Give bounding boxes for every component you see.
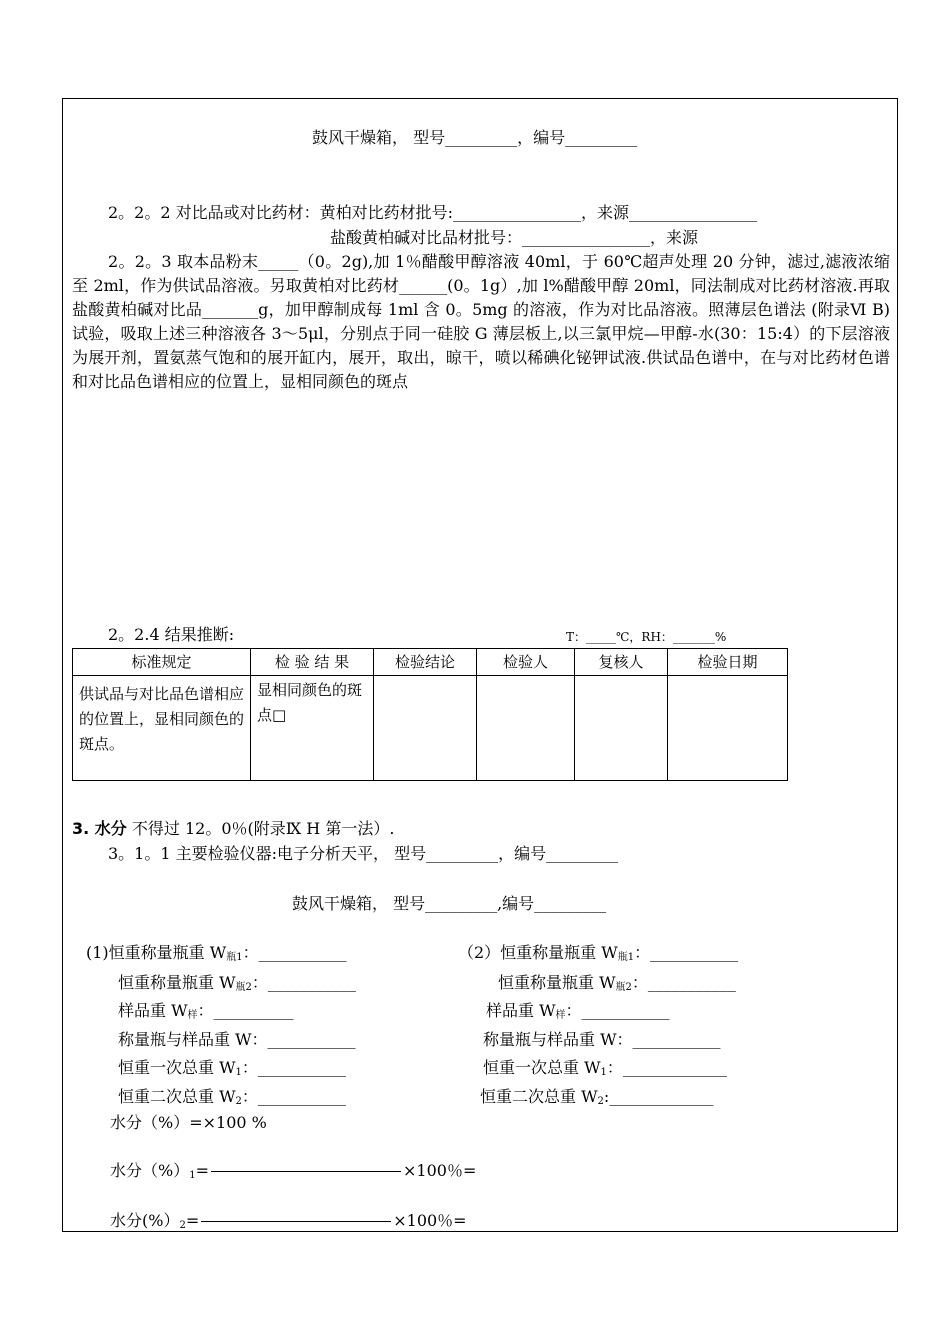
table-header-row — [73, 649, 788, 676]
header-standard: 标准规定 — [73, 649, 251, 676]
left-total-weight-2: 恒重二次总重 $W_2$：___________ — [118, 1087, 346, 1107]
table-row — [73, 676, 788, 781]
cell-reviewer[interactable] — [575, 676, 668, 781]
left-total-weight-1: 恒重一次总重 $W_1$：___________ — [118, 1058, 346, 1078]
right-total-weight-1: 恒重一次总重 $W_1$：_____________ — [483, 1058, 727, 1078]
cell-date[interactable] — [668, 676, 788, 781]
right-bottle-sample-weight: 称量瓶与样品重 W：___________ — [483, 1030, 721, 1049]
right-total-weight-2: 恒重二次总重 $W_2:\_\_\_\_\_\_\_\_\_\_\_\_\_$ — [480, 1087, 714, 1107]
cell-standard: 供试品与对比品色谱相应的位置上，显相同颜色的斑点。 — [73, 676, 251, 781]
header-reviewer: 复核人 — [575, 649, 668, 676]
dryer-line: 鼓风干燥箱， 型号_________，编号_________ — [312, 128, 638, 147]
header-result: 检 验 结 果 — [251, 649, 374, 676]
cell-inspector[interactable] — [477, 676, 575, 781]
section-3-desc: 不得过 12。0％(附录Ⅸ H 第一法）. — [126, 819, 395, 838]
header-inspector: 检验人 — [477, 649, 575, 676]
cell-conclusion[interactable] — [374, 676, 477, 781]
left-sample-weight: 样品重 $W_样$：__________ — [118, 1001, 294, 1021]
result-inference-label: 2。2.4 结果推断: — [108, 625, 235, 644]
fraction-bar-1 — [211, 1171, 401, 1172]
water-formula-1: 水分$(\%)_1= \times 100$％= — [110, 1161, 477, 1181]
header-conclusion: 检验结论 — [374, 649, 477, 676]
result-table — [72, 648, 788, 781]
water-formula-2: 水分$(\%)_2= \times 100$％= — [110, 1211, 467, 1231]
cell-result[interactable]: 显相同颜色的斑点□ — [251, 676, 374, 781]
header-date: 检验日期 — [668, 649, 788, 676]
reference-line-1: 2。2。2 对比品或对比药材：黄柏对比药材批号:________________，来源________________ — [108, 203, 758, 222]
reference-line-2: 盐酸黄柏碱对比品材批号：________________，来源 — [330, 228, 699, 247]
section-3-number: 3. 水分 — [72, 819, 127, 838]
left-bottle-weight-2: 恒重称量瓶重 $W_{瓶2}$：___________ — [118, 973, 356, 993]
balance-line: 3。1。1 主要检验仪器:电子分析天平， 型号_________，编号_________ — [108, 844, 619, 863]
left-bottle-weight-1: (1)恒重称量瓶重 $W_{瓶1}$：___________ — [86, 943, 347, 963]
procedure-paragraph: 2。2。3 取本品粉末_____（0。2g),加 1％醋酸甲醇溶液 40ml，于 60℃超声处理 20 分钟，滤过,滤液浓缩至 2ml，作为供试品溶液。另取黄柏对比药材______(0。1g）,加 l%醋酸甲醇 20ml，同法制成对比药材溶液.再取盐酸黄柏碱对比品_______g，加甲醇制成每 1ml 含 0。5mg 的溶液，作为对比品溶液。照薄层色谱法 (附录Ⅵ B)试验，吸取上述三种溶液各 3～5μl，分别点于同一硅胶 G 薄层板上,以三氯甲烷—甲醇-水(30：15:4）的下层溶液为展开剂，置氨蒸气饱和的展开缸内，展开，取出，晾干，喷以稀碘化铋钾试液.供试品色谱中，在与对比药材色谱和对比品色谱相应的位置上，显相同颜色的斑点 — [72, 252, 890, 391]
env-conditions: T：_____℃，RH：_______% — [566, 630, 727, 644]
right-bottle-weight-2: 恒重称量瓶重 $W_{瓶2}$：___________ — [498, 973, 736, 993]
fraction-bar-2 — [201, 1221, 391, 1222]
right-bottle-weight-1: （2）恒重称量瓶重 $W_{瓶1}$：___________ — [458, 943, 739, 963]
dryer-line-2: 鼓风干燥箱， 型号_________,编号_________ — [292, 894, 607, 913]
right-sample-weight: 样品重 $W_样$：___________ — [486, 1001, 670, 1021]
section-3-heading — [72, 818, 394, 840]
water-formula-general: 水分（%）=×100 % — [110, 1113, 267, 1132]
left-bottle-sample-weight: 称量瓶与样品重 W：___________ — [118, 1030, 356, 1049]
